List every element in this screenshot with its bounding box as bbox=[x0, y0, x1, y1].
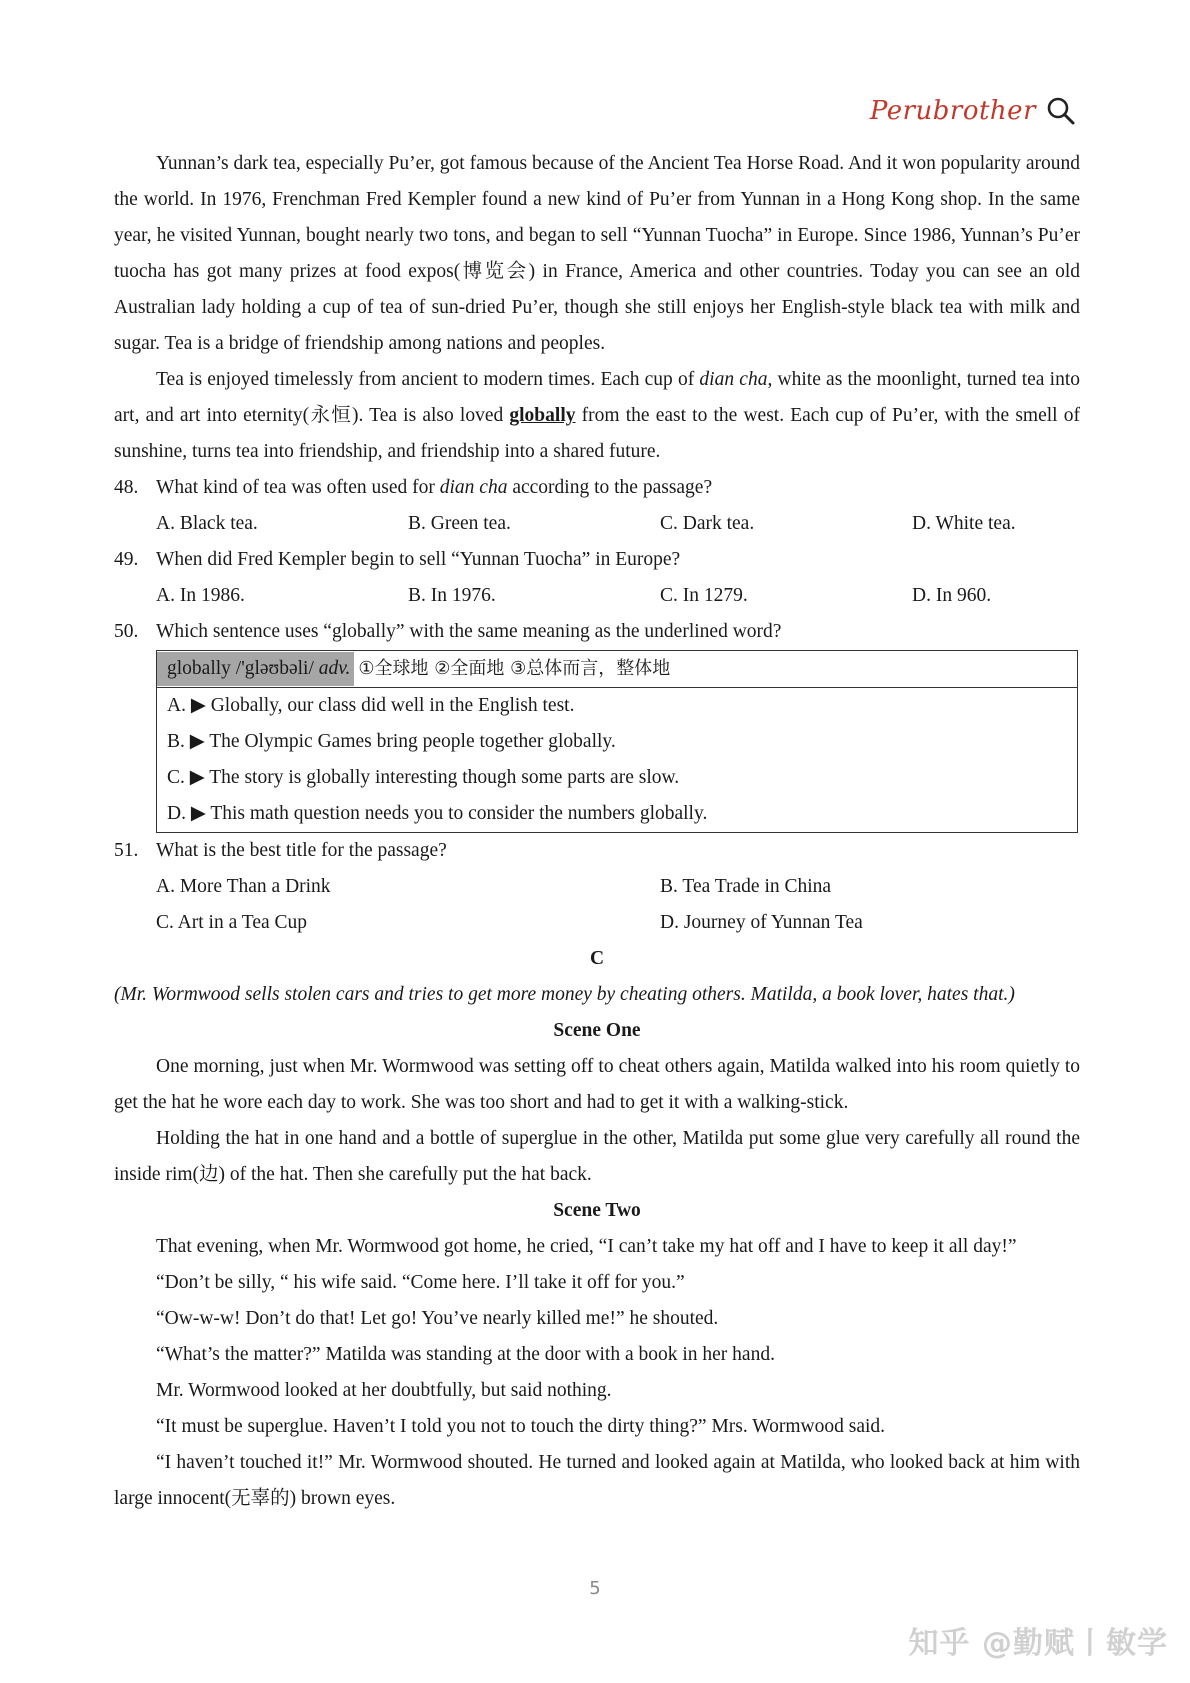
option-c[interactable]: C. Dark tea. bbox=[660, 513, 755, 534]
option-c[interactable]: C. Art in a Tea Cup bbox=[156, 912, 308, 933]
question-48 bbox=[114, 470, 1080, 506]
text-run: Tea is enjoyed timelessly from ancient to modern times. Each cup of bbox=[156, 369, 700, 390]
scene-line: “Don’t be silly, “ his wife said. “Come here. I’ll take it off for you.” bbox=[156, 1272, 685, 1293]
text-run: from the east to the west. Each cup of Pu’er, with the smell of sunshine, turns tea into friendship, and friendship into a shared future. bbox=[114, 405, 1080, 462]
scene-paragraph: Holding the hat in one hand and a bottle of superglue in the other, Matilda put some glue very carefully all round the inside rim(边) of the hat. Then she carefully put the hat back. bbox=[114, 1128, 1080, 1185]
dictionary-box bbox=[156, 650, 1078, 833]
question-stem: When did Fred Kempler begin to sell “Yunnan Tuocha” in Europe? bbox=[156, 549, 681, 570]
options-49 bbox=[114, 578, 1080, 614]
option-a[interactable]: A. More Than a Drink bbox=[156, 876, 331, 897]
italic-term: dian cha bbox=[699, 369, 768, 390]
section-heading: C bbox=[589, 948, 605, 969]
option-c[interactable]: C. ▶ The story is globally interesting though some parts are slow. bbox=[167, 767, 680, 788]
text-run: , white as the moonlight, turned tea into art, and art into eternity(永恒). Tea is also loved bbox=[114, 369, 1080, 426]
scene-paragraph: One morning, just when Mr. Wormwood was setting off to cheat others again, Matilda walked into his room quietly to get the hat he wore each day to work. She was too short and had to get it with a walking-stick. bbox=[114, 1056, 1080, 1113]
page-number: 5 bbox=[589, 1578, 601, 1599]
scene-line: That evening, when Mr. Wormwood got home, he cried, “I can’t take my hat off and I have to keep it all day!” bbox=[156, 1236, 1017, 1257]
search-icon bbox=[1046, 96, 1076, 126]
options-51-row1 bbox=[114, 869, 1080, 905]
text-run: What kind of tea was often used for bbox=[156, 477, 440, 498]
option-b[interactable]: B. In 1976. bbox=[408, 585, 496, 606]
question-number: 51. bbox=[114, 840, 139, 861]
passage-paragraph-last bbox=[114, 362, 1080, 470]
option-d[interactable]: D. Journey of Yunnan Tea bbox=[660, 912, 863, 933]
italic-term: dian cha bbox=[439, 477, 508, 498]
question-50 bbox=[114, 614, 1080, 650]
part-of-speech: adv. bbox=[318, 658, 351, 679]
main-content bbox=[114, 146, 1080, 1517]
option-b[interactable]: B. Green tea. bbox=[408, 513, 511, 534]
passage-paragraph: Yunnan’s dark tea, especially Pu’er, got famous because of the Ancient Tea Horse Road. And it won popularity around the world. In 1976, Frenchman Fred Kempler found a new kind of Pu’er from Yunnan in a Hong Kong shop. In the same year, he visited Yunnan, bought nearly two tons, and began to sell “Yunnan Tuocha” in Europe. Since 1986, Yunnan’s Pu’er tuocha has got many prizes at food expos(博览会) in France, America and other countries. Today you can see an old Australian lady holding a cup of tea of sun-dried Pu’er, though she still enjoys her English-style black tea with milk and sugar. Tea is a bridge of friendship among nations and peoples. bbox=[114, 153, 1080, 354]
scene-line: “What’s the matter?” Matilda was standing at the door with a book in her hand. bbox=[156, 1344, 775, 1365]
option-b[interactable]: B. Tea Trade in China bbox=[660, 876, 832, 897]
section-note: (Mr. Wormwood sells stolen cars and tries to get more money by cheating others. Matilda, a book lover, hates that.) bbox=[114, 984, 1015, 1005]
dictionary-term bbox=[157, 652, 354, 686]
option-a[interactable]: A. In 1986. bbox=[156, 585, 245, 606]
question-stem bbox=[156, 470, 712, 506]
underlined-word: globally bbox=[509, 405, 576, 426]
option-d[interactable]: D. In 960. bbox=[912, 585, 992, 606]
question-number: 49. bbox=[114, 549, 139, 570]
option-b[interactable]: B. ▶ The Olympic Games bring people together globally. bbox=[167, 731, 616, 752]
option-d[interactable]: D. ▶ This math question needs you to consider the numbers globally. bbox=[167, 803, 708, 824]
options-48 bbox=[114, 506, 1080, 542]
dictionary-entry bbox=[157, 651, 1077, 688]
scene-two-title: Scene Two bbox=[553, 1200, 641, 1221]
option-d[interactable]: D. White tea. bbox=[912, 513, 1016, 534]
scene-paragraph: “I haven’t touched it!” Mr. Wormwood shouted. He turned and looked again at Matilda, who looked back at him with large innocent(无辜的) brown eyes. bbox=[114, 1452, 1080, 1509]
question-51 bbox=[114, 833, 1080, 869]
logo-text: Perubrother bbox=[869, 96, 1036, 126]
scene-line: “It must be superglue. Haven’t I told you not to touch the dirty thing?” Mrs. Wormwood said. bbox=[156, 1416, 886, 1437]
question-number: 48. bbox=[114, 477, 139, 498]
options-51-row2 bbox=[114, 905, 1080, 941]
option-c[interactable]: C. In 1279. bbox=[660, 585, 748, 606]
option-a[interactable]: A. ▶ Globally, our class did well in the English test. bbox=[167, 695, 575, 716]
question-stem: What is the best title for the passage? bbox=[156, 840, 447, 861]
term-text: globally /'gləʊbəli/ bbox=[167, 658, 319, 679]
scene-line: Mr. Wormwood looked at her doubtfully, but said nothing. bbox=[156, 1380, 612, 1401]
scene-one-title: Scene One bbox=[553, 1020, 641, 1041]
scene-line: “Ow-w-w! Don’t do that! Let go! You’ve nearly killed me!” he shouted. bbox=[156, 1308, 719, 1329]
question-49 bbox=[114, 542, 1080, 578]
dictionary-meaning: ①全球地 ②全面地 ③总体而言，整体地 bbox=[358, 658, 671, 679]
question-number: 50. bbox=[114, 621, 139, 642]
question-stem: Which sentence uses “globally” with the same meaning as the underlined word? bbox=[156, 621, 782, 642]
watermark: 知乎 @勤赋丨敏学 bbox=[908, 1626, 1168, 1661]
text-run: according to the passage? bbox=[507, 477, 713, 498]
brand-logo bbox=[870, 96, 1076, 126]
option-a[interactable]: A. Black tea. bbox=[156, 513, 258, 534]
